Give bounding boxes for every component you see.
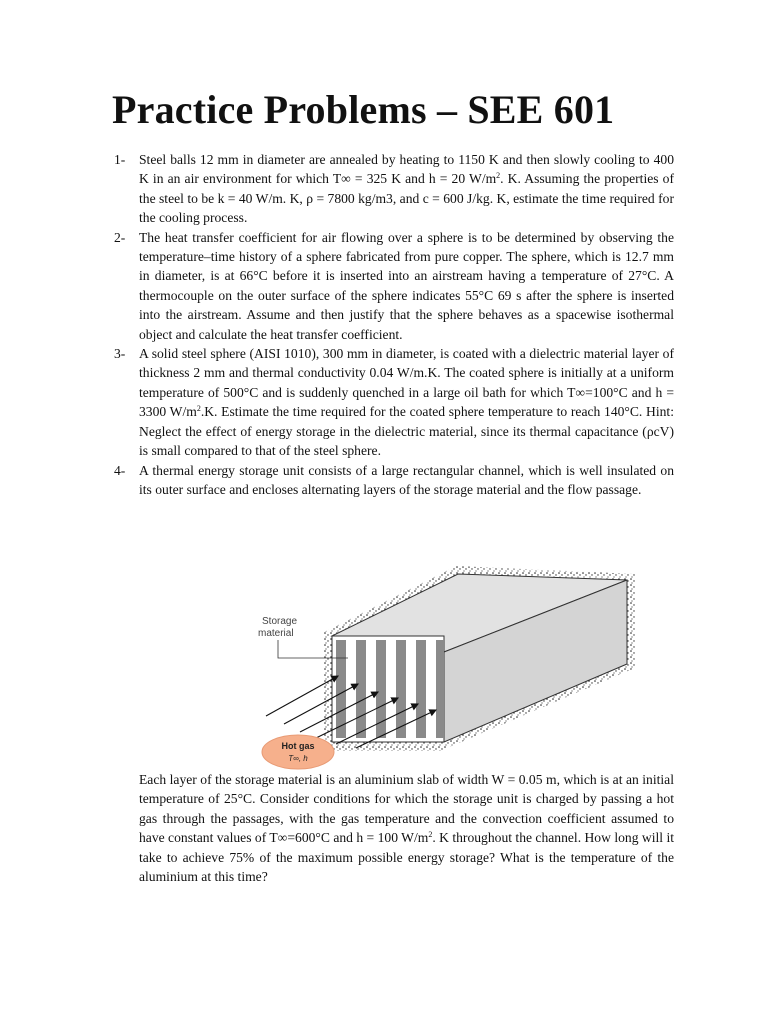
problem-list — [108, 150, 674, 499]
problem-number: 2- — [114, 229, 126, 245]
storage-label: material — [258, 628, 294, 639]
problem-2 — [108, 228, 674, 344]
problem-3 — [108, 344, 674, 460]
problem-1 — [108, 150, 674, 228]
storage-unit-figure — [240, 566, 685, 778]
hot-gas-label: Hot gas — [281, 741, 315, 751]
hot-gas-params: T∞, h — [288, 754, 308, 763]
problem-text: A solid steel sphere (AISI 1010), 300 mm in diameter, is coated with a dielectric material layer of thickness 2 mm and thermal conductivity 0.04 W/m.K. The coated sphere is initially at a uniform temperature of 500°C and is suddenly quenched in a large oil bath for which T∞=100°C and h = 3300 $W/m^2.K$. Estimate the time required for the coated sphere temperature to reach 140°C. Hint: Neglect the effect of energy storage in the dielectric material, since its thermal capacitance (ρcV) is small compared to that of the steel sphere. — [139, 346, 674, 459]
problem-text: A thermal energy storage unit consists of a large rectangular channel, which is well insulated on its outer surface and encloses alternating layers of the storage material and the flow passage. — [139, 462, 674, 497]
problem-number: 4- — [114, 462, 126, 478]
page-title: Practice Problems – SEE 601 — [112, 87, 615, 132]
problem-text: The heat transfer coefficient for air flowing over a sphere is to be determined by observing the temperature–time history of a sphere fabricated from pure copper. The sphere, which is 12.7 mm in diameter, is at 66°C before it is inserted into an airstream having a temperature of 27°C. A thermocouple on the outer surface of the sphere indicates 55°C 69 s after the sphere is inserted into the airstream. Assume and then justify that the sphere behaves as a spacewise isothermal object and calculate the heat transfer coefficient. — [139, 229, 674, 342]
problem-4 — [108, 461, 674, 500]
problem-number: 3- — [114, 346, 126, 362]
storage-label: Storage — [262, 616, 298, 627]
problem-text: Steel balls 12 mm in diameter are annealed by heating to 1150 K and then slowly cooling to 400 K in an air environment for which T∞ = 325 K and h = 20 $W/m^2$. K. Assuming the properties of the steel to be k = 40 W/m. K, ρ = 7800 kg/m3, and c = 600 J/kg. K, estimate the time required for the cooling process. — [139, 152, 674, 226]
problem-4-continuation: Each layer of the storage material is an aluminium slab of width W = 0.05 m, which is at an initial temperature of 25°C. Consider conditions for which the storage unit is charged by passing a hot gas through the passages, with the gas temperature and the convection coefficient assumed to have constant values of T∞=600°C and h = 100 $W/m^2$. K throughout the channel. How long will it take to achieve 75% of the maximum possible energy storage? What is the temperature of the aluminium at this time? — [139, 772, 674, 885]
problem-number: 1- — [114, 152, 126, 167]
